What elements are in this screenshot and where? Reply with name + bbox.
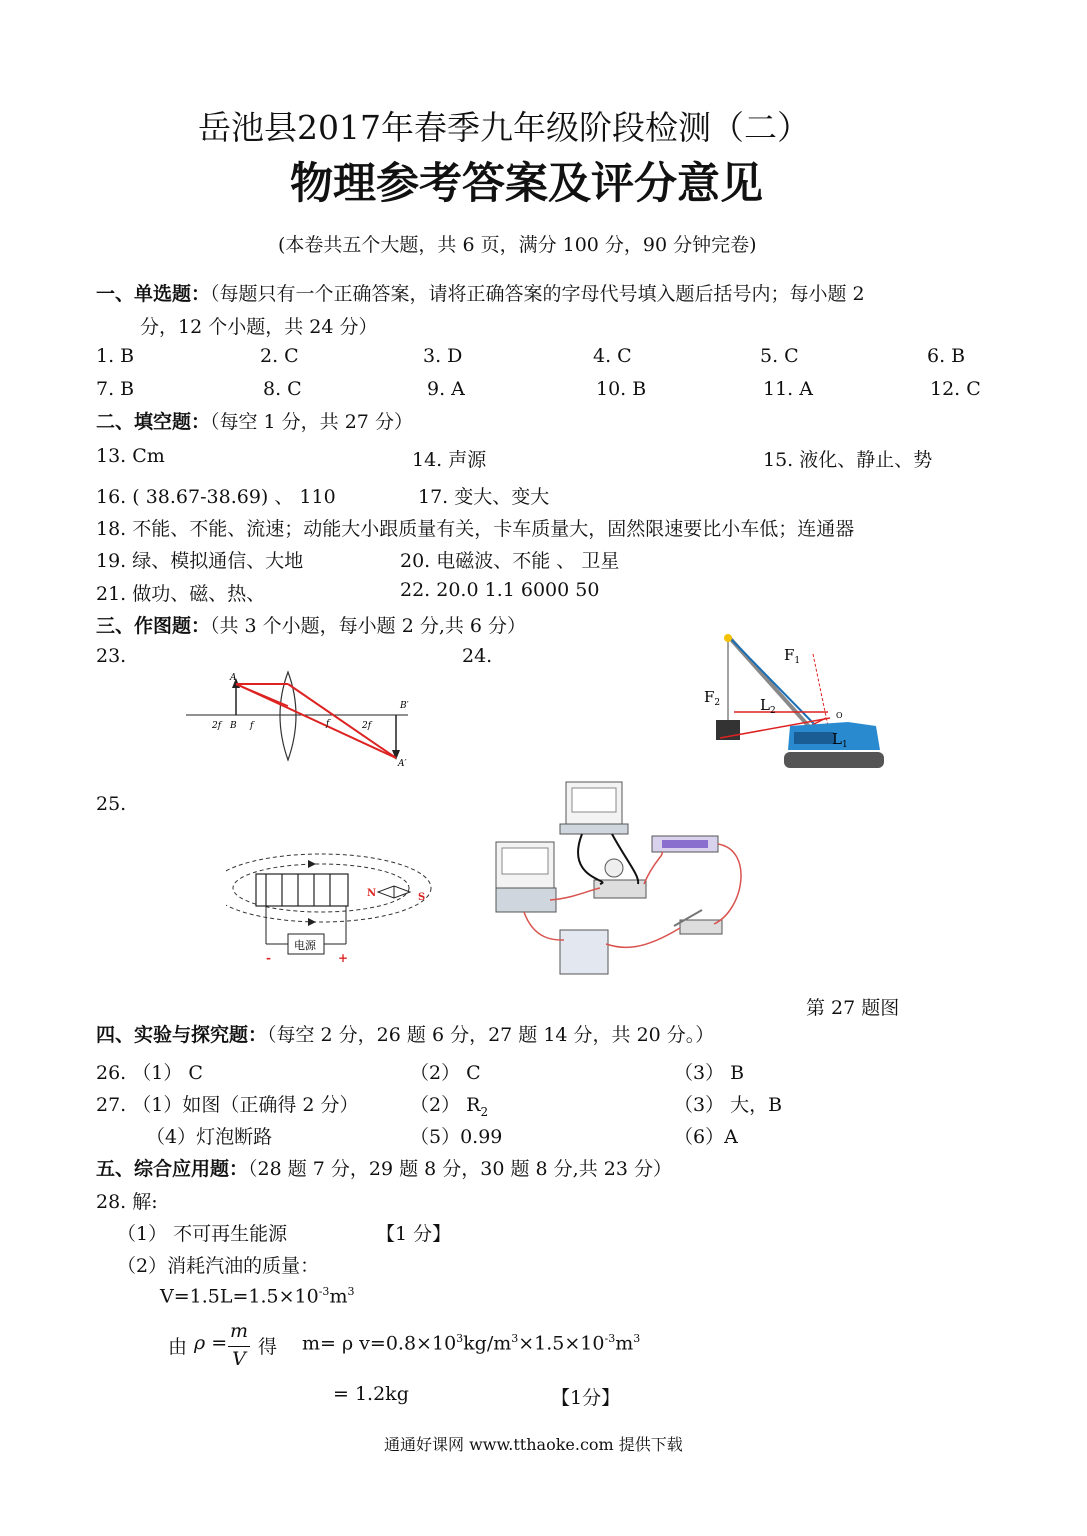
section-4-title: 四、实验与探究题：: [96, 1024, 268, 1046]
lens-label-A: A: [230, 673, 237, 683]
section-2-desc: （每空 1 分，共 27 分）: [210, 411, 413, 433]
lens-label-2f-left: 2f: [212, 721, 222, 731]
q23-label: 23.: [96, 645, 127, 667]
answer-12: 12. C: [930, 378, 981, 400]
answer-27-6: （6）A: [674, 1126, 738, 1148]
q28-part2: （2）消耗汽油的质量：: [117, 1255, 320, 1277]
minus-sign: -: [266, 951, 271, 964]
footer-text: 通通好课网 www.tthaoke.com 提供下载: [384, 1435, 683, 1454]
section-5-desc: （28 题 7 分，29 题 8 分，30 题 8 分,共 23 分）: [248, 1158, 672, 1180]
crane-label-L2: $L_2$: [760, 696, 776, 716]
answer-4: 4. C: [593, 345, 632, 367]
answer-27-3: （3） 大，B: [674, 1094, 783, 1116]
answer-7: 7. B: [96, 378, 135, 400]
answer-26-3: （3） B: [674, 1062, 745, 1084]
exam-info: (本卷共五个大题，共 6 页，满分 100 分，90 分钟完卷): [278, 234, 757, 256]
figure-27-caption: 第 27 题图: [806, 997, 900, 1019]
formula-numerator: m: [230, 1320, 249, 1342]
lens-diagram: [176, 668, 416, 768]
formula-suffix: 得: [258, 1336, 278, 1358]
answer-18: 18. 不能、不能、流速；动能大小跟质量有关，卡车质量大，固然限速要比小车低；连通器: [96, 518, 855, 540]
answer-21: 21. 做功、磁、热、: [96, 583, 266, 605]
volume-line: $V=1.5L=1.5\times 10^{-3}m^3$: [160, 1285, 355, 1308]
section-3-header: [96, 611, 526, 638]
section-4-desc: （每空 2 分，26 题 6 分，27 题 14 分，共 20 分。）: [267, 1024, 715, 1046]
mass-calculation: m= ρ $v=0.8\times 10^3kg/m^3\times 1.5\times 10^{-3}m^3$: [302, 1332, 641, 1355]
answer-10: 10. B: [596, 378, 647, 400]
section-1-header: [96, 279, 865, 306]
q25-label: 25.: [96, 793, 127, 815]
plus-sign: +: [338, 951, 349, 964]
section-2-header: [96, 407, 413, 434]
answer-19: 19. 绿、模拟通信、大地: [96, 550, 304, 572]
q24-label: 24.: [462, 645, 493, 667]
section-4-header: [96, 1020, 714, 1047]
answer-8: 8. C: [263, 378, 302, 400]
formula-denominator: V: [232, 1348, 246, 1370]
circuit-diagram: [494, 780, 754, 980]
section-1-title: 一、单选题：: [96, 283, 211, 305]
answer-3: 3. D: [423, 345, 463, 367]
mass-result-score: 【1分】: [551, 1387, 621, 1409]
solenoid-diagram: [226, 852, 446, 964]
answer-27-2: （2） $R_2$: [410, 1094, 489, 1119]
lens-label-f-right: f: [326, 719, 330, 729]
answer-15: 15. 液化、静止、势: [763, 449, 933, 471]
formula-rho: ρ =: [194, 1332, 228, 1354]
section-5-header: [96, 1154, 672, 1181]
lens-label-2f-right: 2f: [362, 721, 372, 731]
lens-label-A2: A′: [398, 759, 407, 768]
answer-11: 11. A: [763, 378, 813, 400]
crane-diagram: [698, 626, 898, 778]
answer-5: 5. C: [760, 345, 799, 367]
lens-label-B: B: [230, 721, 237, 731]
answer-6: 6. B: [927, 345, 966, 367]
q28-part1: （1） 不可再生能源: [117, 1223, 288, 1245]
crane-label-F2: $F_2$: [704, 688, 721, 708]
q28-label: 28. 解:: [96, 1191, 158, 1213]
crane-label-F1: $F_1$: [784, 646, 801, 666]
answer-22: 22. 20.0 1.1 6000 50: [400, 579, 600, 601]
section-5-title: 五、综合应用题：: [96, 1158, 249, 1180]
section-2-title: 二、填空题：: [96, 411, 211, 433]
answer-13: 13. Cm: [96, 445, 165, 467]
q28-part1-score: 【1 分】: [376, 1223, 452, 1245]
answer-27-5: （5）0.99: [410, 1126, 503, 1148]
section-3-desc: （共 3 个小题，每小题 2 分,共 6 分）: [210, 615, 527, 637]
crane-label-O: O: [836, 711, 843, 720]
answer-16: 16. ( 38.67-38.69) 、 110: [96, 486, 336, 508]
compass-S: S: [418, 892, 426, 903]
answer-27-4: （4）灯泡断路: [146, 1126, 273, 1148]
answer-17: 17. 变大、变大: [418, 486, 550, 508]
answer-14: 14. 声源: [412, 449, 487, 471]
power-source-label: 电源: [294, 939, 316, 952]
page-title: 岳池县2017年春季九年级阶段检测（二）: [198, 108, 810, 147]
section-1-desc-2: 分，12 个小题，共 24 分）: [140, 316, 378, 338]
page-subtitle: 物理参考答案及评分意见: [290, 159, 763, 209]
lens-label-B2: B′: [400, 701, 409, 711]
fraction-bar: [228, 1346, 250, 1347]
section-3-title: 三、作图题：: [96, 615, 211, 637]
section-1-desc: （每题只有一个正确答案，请将正确答案的字母代号填入题后括号内；每小题 2: [210, 283, 865, 305]
formula-prefix: 由: [168, 1336, 188, 1358]
mass-result: = 1.2kg: [333, 1383, 409, 1405]
answer-27-1: 27. （1）如图（正确得 2 分）: [96, 1094, 359, 1116]
answer-1: 1. B: [96, 345, 135, 367]
answer-20: 20. 电磁波、不能 、 卫星: [400, 550, 620, 572]
answer-9: 9. A: [427, 378, 465, 400]
answer-26-1: 26. （1） C: [96, 1062, 203, 1084]
crane-label-L1: $L_1$: [832, 730, 848, 750]
answer-2: 2. C: [260, 345, 299, 367]
answer-26-2: （2） C: [410, 1062, 481, 1084]
compass-N: N: [367, 888, 377, 899]
lens-label-f-left: f: [250, 721, 254, 731]
